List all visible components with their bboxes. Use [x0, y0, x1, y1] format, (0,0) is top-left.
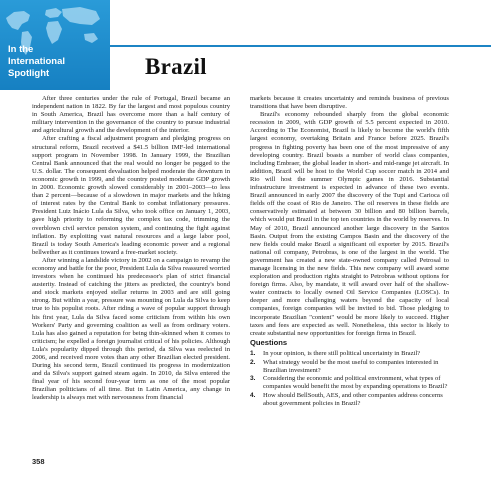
paragraph: Brazil's economy rebounded sharply from the global economic recession in 2009, with GDP growth of 5.5 percent expected in 2010. According to The Economist, Brazil is likely to become the world's fifth largest economy, overtaking Britain and France before 2025. Brazil's progress in fighting poverty has been one of the most impressive of any developing country. Brazil boasts a number of world class companies, including Embraer, the global leader in short- and mid-range jet aircraft. In addition, Brazil will be host to the World Cup soccer match in 2014 and Rio will host the summer Olympic games in 2016. Substantial infrastructure investment is expected in advance of these two events. Brazil announced in early 2007 the discovery of the Tupi and Carioca oil fields off the coast of Rio de Janeiro. The oil reserves in these fields are conservatively estimated at between 30 billion and 80 billion barrels, which would put Brazil in the top ten countries in the world by reserves. In May of 2010, Brazil announced another large discovery in the Santos Basin. Output from the existing Campos Basin and the discovery of the new fields could make Brazil a significant oil exporter by 2015. Brazil's national oil company, Petrobras, is one of the largest in the world. The government has created a new state-owned company called Petrosal to manage licensing in the new fields. This new company will award some exploration and production rights straight to Petrobras without options for foreign firms. Also, by mandate, it will award over half of the shallow-water contracts to locally owned Oil Service Companies (LOSCs). In deeper and more challenging waters beyond the capacity of local companies, foreign companies will be invited to bid. Those pledging to incorporate Brazilian "content" would be more likely to succeed. Higher taxes and fees are expected as well. Nonetheless, this sector is likely to create substantial new opportunities for foreign firms in Brazil.	[250, 111, 449, 337]
question-item	[250, 392, 449, 408]
section-label	[8, 44, 104, 80]
question-text: How should BellSouth, AES, and other companies address concerns about government policies in Brazil?	[263, 391, 443, 407]
question-item	[250, 350, 449, 358]
right-column	[250, 95, 449, 409]
question-text: Considering the economic and political environment, what types of companies would benefit the most by expanding operations to Brazil?	[263, 375, 448, 391]
left-column	[32, 95, 230, 403]
page-number: 358	[32, 457, 45, 466]
questions-heading: Questions	[250, 337, 288, 347]
page-title: Brazil	[145, 54, 207, 79]
questions-list	[250, 350, 449, 408]
paragraph: markets because it creates uncertainty and reminds business of previous transitions that have been disruptive.	[250, 95, 449, 111]
question-text: What strategy would be the most useful to companies interested in Brazilian investment?	[263, 358, 439, 374]
question-number: 1.	[250, 349, 256, 357]
section-label-line: Spotlight	[8, 68, 50, 79]
question-number: 3.	[250, 375, 256, 383]
question-text: In your opinion, is there still political uncertainty in Brazil?	[263, 349, 421, 357]
question-number: 4.	[250, 391, 256, 399]
paragraph: After crafting a fiscal adjustment program and pledging progress on structural reform, Brazil received a $41.5 billion IMF-led international support program in November 1998. In January 1999, the Brazilian Central Bank announced that the real would no longer be pegged to the U.S. dollar. The consequent devaluation helped moderate the downturn in economic growth in 1999, and the country posted moderate GDP growth in 2000. Economic growth slowed considerably in 2001–2003—to less than 2 percent—because of a slowdown in major markets and the hiking of interest rates by the Central Bank to combat inflationary pressures. President Luiz Inácio Lula da Silva, who took office on January 1, 2003, gave high priority to reforming the complex tax code, trimming the overblown civil service pension system, and continuing the fight against inflation. By exploiting vast natural resources and a large labor pool, Brazil is today South America's leading economic power and a regional bellwether as it continues toward a free-market society.	[32, 135, 230, 256]
section-label-line: In the	[8, 44, 34, 55]
paragraph: After winning a landslide victory in 2002 on a campaign to revamp the economy and battle for the poor, President Lula da Silva reassured worried investors when he continued his predecessor's plan of strict financial austerity. Instead of catching the jitters as predicted, the country's bond and stock markets enjoyed stellar returns in 2003 and are still going strong. But within a year, pressure was mounting on Lula da Silva to keep true to his populist roots. After riding a wave of popular support through his first year, Lula da Silva faced some criticism from within his own Workers' Party and governing coalition as well as from ordinary voters. Lula has also gained a reputation for being thin-skinned when it comes to criticism; he expelled a foreign journalist critical of his policies. Although Lula's popularity dipped through this period, da Silva was reelected in 2006, and received more votes than any other Brazilian elected president. During his second term, Brazil continued its progress in modernization and da Silva's support gained steam again. In 2010, da Silva entered the final year of his second four-year term as one of the most popular Brazilian politicians of all time. But in Latin America, any change in leadership is always met with nervousness from financial	[32, 256, 230, 402]
section-label-line: International	[8, 56, 66, 67]
question-item	[250, 359, 449, 375]
paragraph: After three centuries under the rule of Portugal, Brazil became an independent nation in 1822. By far the largest and most populous country in South America, Brazil has overcome more than a half century of military intervention in the governance of the country to pursue industrial and agricultural growth and the development of the interior.	[32, 95, 230, 135]
question-number: 2.	[250, 358, 256, 366]
question-item	[250, 375, 449, 391]
